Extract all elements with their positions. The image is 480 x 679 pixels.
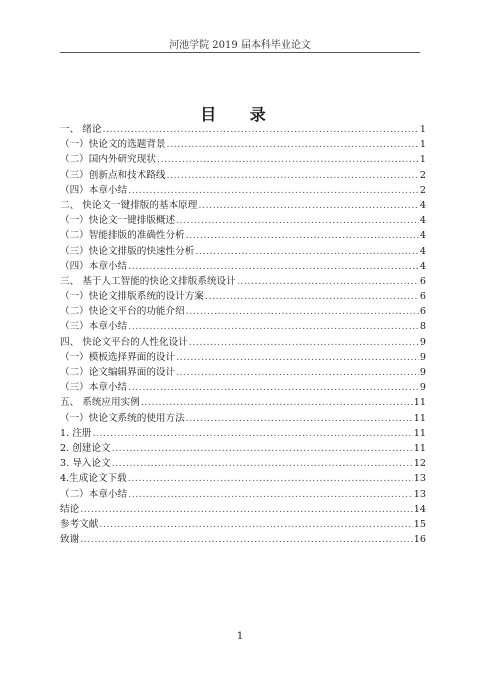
toc-leader-dots	[92, 426, 412, 441]
toc-entry-label: 3. 导入论文	[60, 458, 111, 470]
toc-entry-page: 1	[419, 139, 426, 151]
toc-entry-page: 13	[413, 473, 426, 485]
toc-entry	[60, 502, 426, 517]
toc-entry-label: （二）论文编辑界面的设计	[60, 367, 176, 378]
header-rule	[60, 52, 420, 53]
toc-entry	[60, 365, 426, 380]
toc-entry-label: 三、 基于人工智能的快论文排版系统设计	[60, 275, 236, 287]
toc-entry	[60, 517, 426, 532]
toc-leader-dots	[128, 319, 419, 334]
toc-entry-page: 13	[413, 488, 426, 500]
toc-entry-page: 12	[413, 458, 426, 470]
toc-leader-dots	[99, 517, 412, 532]
toc-leader-dots	[189, 335, 419, 350]
toc-entry-page: 15	[413, 518, 426, 530]
toc-entry-page: 2	[419, 184, 426, 196]
toc-entry-label: 一、 绪论	[60, 124, 102, 135]
toc-entry	[60, 122, 426, 137]
toc-entry-label: （一）快论文排版系统的设计方案	[60, 291, 204, 303]
toc-entry	[60, 411, 426, 426]
toc-entry	[60, 259, 426, 274]
toc-entry	[60, 152, 426, 167]
toc-entry	[60, 137, 426, 152]
toc-entry	[60, 198, 426, 213]
toc-leader-dots	[176, 365, 419, 380]
table-of-contents	[60, 122, 426, 547]
toc-entry-label: 五、 系统应用实例	[60, 397, 140, 409]
toc-entry	[60, 168, 426, 183]
toc-entry-page: 4	[419, 245, 426, 257]
toc-entry-label: 四、 快论文平台的人性化设计	[60, 336, 188, 348]
toc-entry	[60, 228, 426, 243]
toc-entry-label: 4.生成论文下载	[60, 473, 127, 485]
toc-entry-page: 4	[419, 230, 426, 242]
toc-entry-label: （二）本章小结	[60, 488, 128, 500]
toc-entry	[60, 183, 426, 198]
toc-leader-dots	[112, 441, 413, 456]
toc-entry	[60, 244, 426, 259]
page-header: 河池学院 2019 届本科毕业论文	[169, 40, 311, 51]
page-number: 1	[236, 631, 244, 642]
toc-entry	[60, 335, 426, 350]
toc-leader-dots	[128, 259, 419, 274]
toc-entry-label: （三）创新点和技术路线	[60, 169, 166, 181]
toc-entry-page: 9	[419, 367, 426, 378]
toc-leader-dots	[176, 213, 419, 228]
toc-entry-page: 11	[413, 427, 426, 439]
toc-leader-dots	[167, 168, 419, 183]
toc-entry-label: （二）智能排版的准确性分析	[60, 230, 185, 242]
toc-entry	[60, 395, 426, 410]
toc-entry	[60, 274, 426, 289]
toc-entry-label: 致谢	[60, 534, 80, 546]
toc-entry	[60, 487, 426, 502]
toc-leader-dots	[112, 456, 413, 471]
toc-entry-label: （三）快论文排版的快速性分析	[60, 245, 195, 257]
toc-leader-dots	[198, 198, 419, 213]
toc-entry-label: （四）本章小结	[60, 260, 128, 272]
toc-entry	[60, 441, 426, 456]
toc-entry-page: 4	[419, 260, 426, 272]
toc-entry-page: 11	[413, 412, 426, 424]
toc-entry-label: （一）模板选择界面的设计	[60, 351, 176, 363]
toc-entry-label: （四）本章小结	[60, 184, 128, 196]
toc-leader-dots	[80, 532, 413, 547]
toc-leader-dots	[128, 487, 413, 502]
toc-entry	[60, 289, 426, 304]
toc-entry	[60, 213, 426, 228]
toc-entry-label: （一）快论文的选题背景	[60, 139, 166, 151]
toc-entry-label: （三）本章小结	[60, 321, 128, 333]
toc-leader-dots	[186, 411, 413, 426]
toc-entry-page: 6	[419, 275, 426, 287]
toc-entry-page: 11	[413, 442, 426, 454]
toc-entry-page: 6	[419, 306, 426, 318]
toc-leader-dots	[128, 471, 413, 486]
toc-entry-page: 4	[419, 215, 426, 227]
toc-leader-dots	[186, 304, 419, 319]
toc-leader-dots	[167, 137, 419, 152]
toc-leader-dots	[157, 152, 419, 167]
toc-entry	[60, 456, 426, 471]
toc-leader-dots	[128, 183, 419, 198]
toc-leader-dots	[102, 122, 418, 137]
toc-entry-page: 2	[419, 169, 426, 181]
toc-entry	[60, 532, 426, 547]
toc-entry-page: 16	[413, 534, 426, 546]
toc-entry-label: 2. 创建论文	[60, 442, 111, 454]
toc-leader-dots	[186, 228, 419, 243]
toc-entry-page: 14	[413, 503, 426, 515]
toc-leader-dots	[80, 502, 413, 517]
toc-title: 目 录	[200, 105, 280, 124]
toc-leader-dots	[176, 350, 419, 365]
toc-leader-dots	[128, 380, 419, 395]
toc-entry-label: （二）快论文平台的功能介绍	[60, 306, 185, 318]
toc-entry-label: （三）本章小结	[60, 382, 128, 394]
toc-entry-page: 11	[413, 397, 426, 409]
toc-entry	[60, 380, 426, 395]
toc-entry-label: （二）国内外研究现状	[60, 154, 156, 166]
toc-entry-label: （一）快论文系统的使用方法	[60, 412, 185, 424]
toc-leader-dots	[195, 244, 419, 259]
toc-entry-page: 1	[419, 154, 426, 166]
toc-entry-label: 1. 注册	[60, 427, 92, 439]
toc-entry-page: 9	[419, 351, 426, 363]
toc-entry	[60, 350, 426, 365]
toc-entry	[60, 426, 426, 441]
toc-entry-page: 4	[419, 199, 426, 211]
toc-entry-page: 1	[419, 124, 426, 135]
toc-leader-dots	[141, 395, 413, 410]
toc-entry	[60, 319, 426, 334]
toc-entry	[60, 304, 426, 319]
toc-entry-label: 二、 快论文一键排版的基本原理	[60, 199, 198, 211]
toc-entry-page: 9	[419, 336, 426, 348]
toc-leader-dots	[205, 289, 419, 304]
toc-entry-label: 结论	[60, 503, 80, 515]
toc-entry-label: 参考文献	[60, 518, 99, 530]
toc-leader-dots	[237, 274, 419, 289]
toc-entry	[60, 471, 426, 486]
toc-entry-page: 6	[419, 291, 426, 303]
toc-entry-label: （一）快论文一键排版概述	[60, 215, 176, 227]
toc-entry-page: 8	[419, 321, 426, 333]
toc-entry-page: 9	[419, 382, 426, 394]
